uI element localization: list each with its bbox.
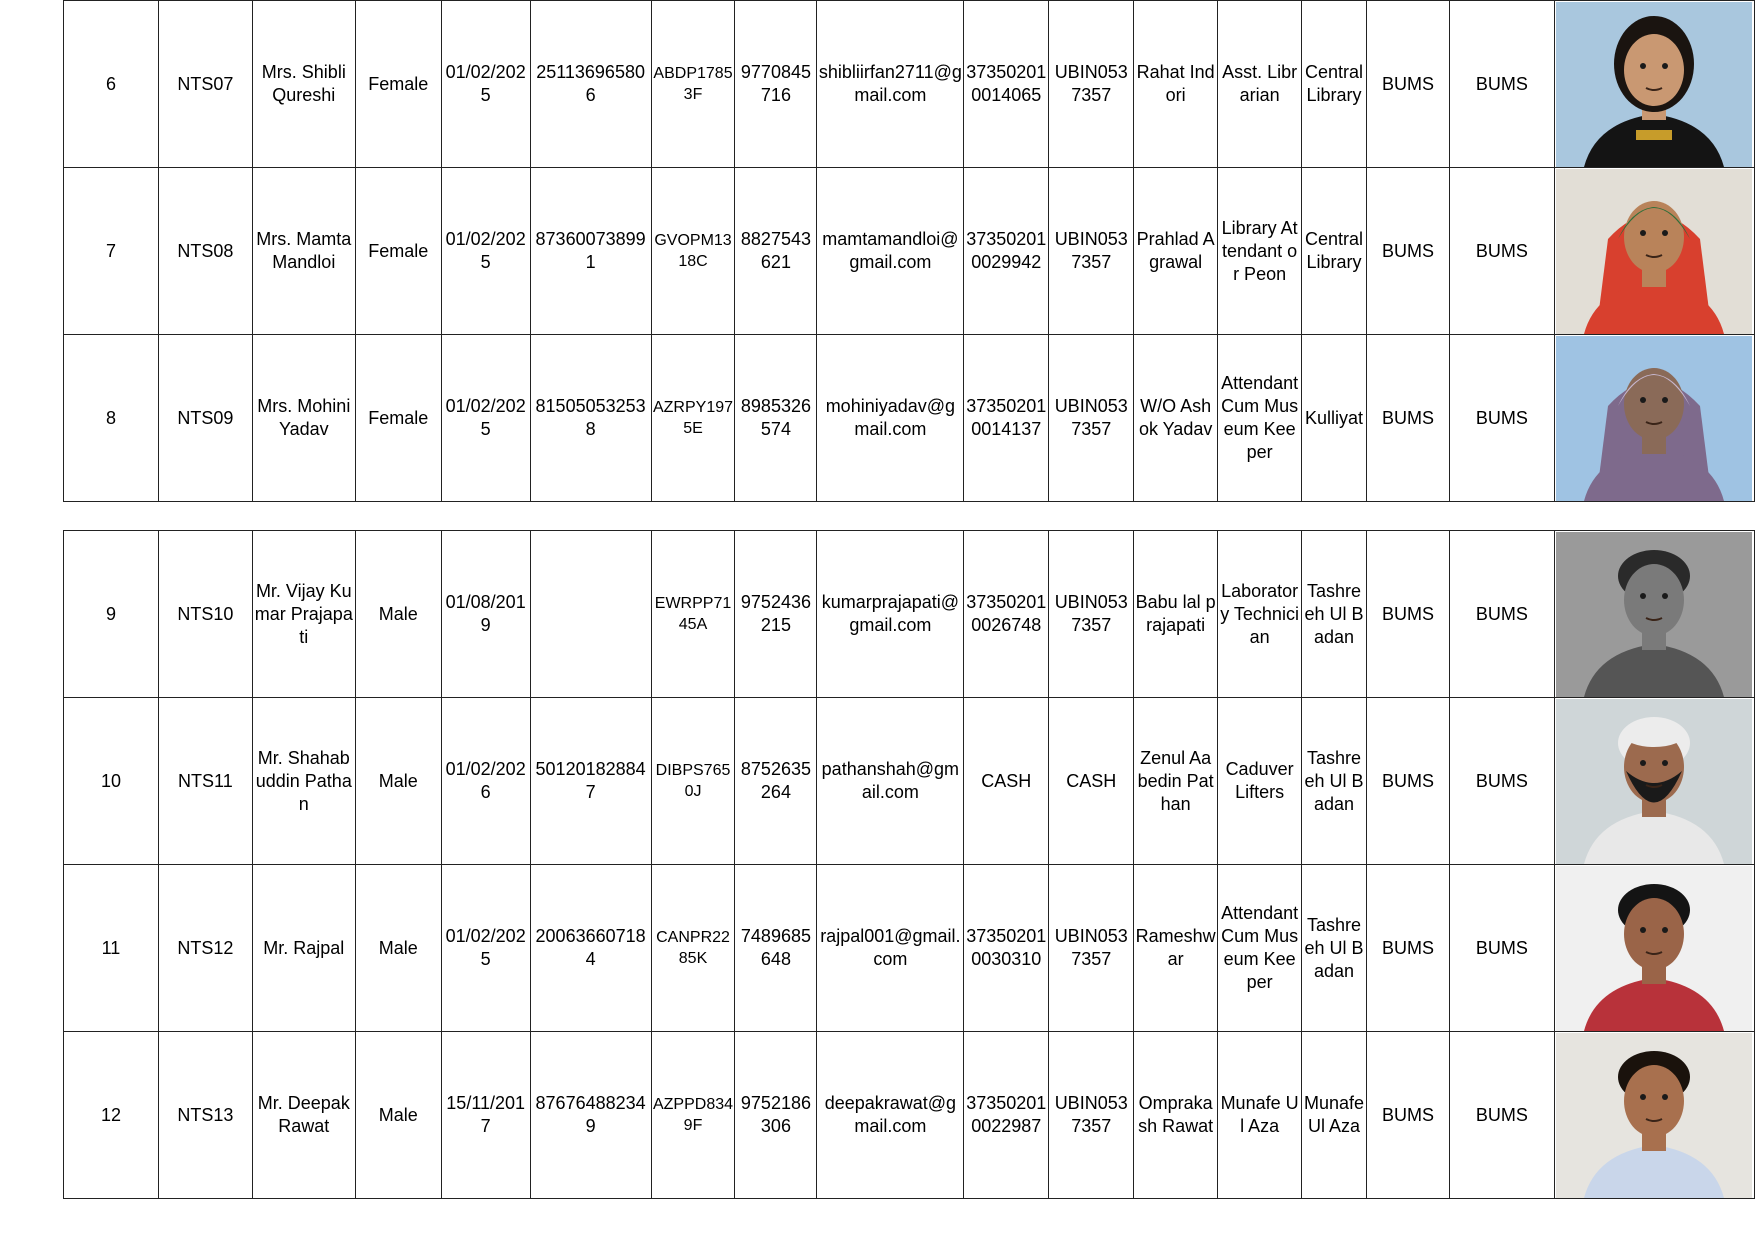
employee-photo (1556, 169, 1752, 334)
father-name: Prahlad Agrawal (1134, 168, 1218, 335)
ifsc-code: UBIN0537357 (1049, 168, 1134, 335)
bank-account: 373502010026748 (964, 531, 1049, 698)
employee-photo (1556, 699, 1752, 864)
course: BUMS (1449, 1, 1554, 168)
right-eye (1662, 760, 1668, 766)
employee-photo (1556, 336, 1752, 501)
bank-account: 373502010014137 (964, 335, 1049, 502)
father-name: Omprakash Rawat (1134, 1032, 1218, 1199)
designation: Attendant Cum Museum Keeper (1218, 335, 1302, 502)
employee-code: NTS11 (158, 698, 252, 865)
table-row (64, 698, 1755, 865)
ifsc-code: UBIN0537357 (1049, 1, 1134, 168)
pan-number: AZRPY1975E (651, 335, 735, 502)
father-name: Babu lal prajapati (1134, 531, 1218, 698)
ifsc-code: UBIN0537357 (1049, 1032, 1134, 1199)
right-eye (1662, 593, 1668, 599)
course: BUMS (1367, 168, 1450, 335)
mobile-number: 9770845716 (735, 1, 817, 168)
employee-code: NTS13 (158, 1032, 252, 1199)
pan-number: DIBPS7650J (651, 698, 735, 865)
left-eye (1640, 593, 1646, 599)
left-eye (1640, 63, 1646, 69)
course: BUMS (1449, 865, 1554, 1032)
date-of-joining: 01/08/2019 (441, 531, 530, 698)
department: Kulliyat (1302, 335, 1367, 502)
cap (1624, 723, 1684, 747)
employee-name: Mr. Shahabuddin Pathan (252, 698, 355, 865)
ifsc-code: UBIN0537357 (1049, 865, 1134, 1032)
face (1624, 564, 1684, 636)
table-row (64, 531, 1755, 698)
bank-account: 373502010014065 (964, 1, 1049, 168)
department: Tashreeh Ul Badan (1302, 698, 1367, 865)
table-row (64, 335, 1755, 502)
left-eye (1640, 1094, 1646, 1100)
left-eye (1640, 230, 1646, 236)
date-of-joining: 01/02/2025 (441, 335, 530, 502)
account-number: 873600738991 (530, 168, 651, 335)
portrait-graphic (1556, 866, 1752, 1031)
right-eye (1662, 63, 1668, 69)
gender: Male (355, 1032, 441, 1199)
table-row (64, 1032, 1755, 1199)
course: BUMS (1367, 1, 1450, 168)
photo-cell (1554, 168, 1754, 335)
account-number (530, 531, 651, 698)
right-eye (1662, 230, 1668, 236)
ifsc-code: UBIN0537357 (1049, 335, 1134, 502)
employee-name: Mr. Rajpal (252, 865, 355, 1032)
photo-cell (1554, 1032, 1754, 1199)
employee-photo (1556, 2, 1752, 167)
gender: Male (355, 698, 441, 865)
photo-cell (1554, 531, 1754, 698)
mobile-number: 7489685648 (735, 865, 817, 1032)
course: BUMS (1449, 698, 1554, 865)
employee-photo (1556, 1033, 1752, 1198)
father-name: Rameshwar (1134, 865, 1218, 1032)
serial-number: 7 (64, 168, 159, 335)
bank-account: 373502010022987 (964, 1032, 1049, 1199)
right-eye (1662, 1094, 1668, 1100)
table-row (64, 1, 1755, 168)
account-number: 815050532538 (530, 335, 651, 502)
department: Central Library (1302, 168, 1367, 335)
photo-cell (1554, 335, 1754, 502)
staff-table-1 (63, 0, 1755, 502)
portrait-graphic (1556, 336, 1752, 501)
account-number: 200636607184 (530, 865, 651, 1032)
gender: Female (355, 335, 441, 502)
account-number: 876764882349 (530, 1032, 651, 1199)
portrait-graphic (1556, 169, 1752, 334)
date-of-joining: 01/02/2025 (441, 865, 530, 1032)
department: Tashreeh Ul Badan (1302, 865, 1367, 1032)
employee-code: NTS12 (158, 865, 252, 1032)
face (1624, 201, 1684, 273)
mobile-number: 9752186306 (735, 1032, 817, 1199)
course: BUMS (1449, 168, 1554, 335)
pan-number: ABDP17853F (651, 1, 735, 168)
serial-number: 8 (64, 335, 159, 502)
father-name: W/O Ashok Yadav (1134, 335, 1218, 502)
face (1624, 1065, 1684, 1137)
employee-code: NTS07 (158, 1, 252, 168)
serial-number: 11 (64, 865, 159, 1032)
course: BUMS (1449, 335, 1554, 502)
right-eye (1662, 927, 1668, 933)
mobile-number: 8752635264 (735, 698, 817, 865)
course: BUMS (1367, 1032, 1450, 1199)
department: Munafe Ul Aza (1302, 1032, 1367, 1199)
photo-cell (1554, 865, 1754, 1032)
designation: Library Attendant or Peon (1218, 168, 1302, 335)
ifsc-code: CASH (1049, 698, 1134, 865)
date-of-joining: 01/02/2026 (441, 698, 530, 865)
email: deepakrawat@gmail.com (817, 1032, 964, 1199)
portrait-graphic (1556, 532, 1752, 697)
pan-number: CANPR2285K (651, 865, 735, 1032)
neckline (1636, 130, 1672, 140)
left-eye (1640, 397, 1646, 403)
left-eye (1640, 927, 1646, 933)
face (1624, 898, 1684, 970)
employee-name: Mrs. Mamta Mandloi (252, 168, 355, 335)
serial-number: 9 (64, 531, 159, 698)
designation: Asst. Librarian (1218, 1, 1302, 168)
photo-cell (1554, 698, 1754, 865)
date-of-joining: 01/02/2025 (441, 168, 530, 335)
department: Tashreeh Ul Badan (1302, 531, 1367, 698)
course: BUMS (1367, 698, 1450, 865)
email: mamtamandloi@gmail.com (817, 168, 964, 335)
gender: Female (355, 168, 441, 335)
table-row (64, 865, 1755, 1032)
portrait-graphic (1556, 699, 1752, 864)
account-number: 501201828847 (530, 698, 651, 865)
employee-name: Mr. Vijay Kumar Prajapati (252, 531, 355, 698)
employee-name: Mrs. Shibli Qureshi (252, 1, 355, 168)
course: BUMS (1367, 865, 1450, 1032)
gender: Male (355, 865, 441, 1032)
course: BUMS (1449, 1032, 1554, 1199)
face (1624, 368, 1684, 440)
serial-number: 10 (64, 698, 159, 865)
pan-number: EWRPP7145A (651, 531, 735, 698)
employee-photo (1556, 532, 1752, 697)
gender: Male (355, 531, 441, 698)
designation: Caduver Lifters (1218, 698, 1302, 865)
email: mohiniyadav@gmail.com (817, 335, 964, 502)
employee-code: NTS09 (158, 335, 252, 502)
serial-number: 6 (64, 1, 159, 168)
gender: Female (355, 1, 441, 168)
designation: Munafe Ul Aza (1218, 1032, 1302, 1199)
date-of-joining: 15/11/2017 (441, 1032, 530, 1199)
designation: Laboratory Technician (1218, 531, 1302, 698)
designation: Attendant Cum Museum Keeper (1218, 865, 1302, 1032)
pan-number: AZPPD8349F (651, 1032, 735, 1199)
employee-name: Mr. Deepak Rawat (252, 1032, 355, 1199)
mobile-number: 9752436215 (735, 531, 817, 698)
serial-number: 12 (64, 1032, 159, 1199)
bank-account: CASH (964, 698, 1049, 865)
bank-account: 373502010030310 (964, 865, 1049, 1032)
course: BUMS (1367, 335, 1450, 502)
father-name: Zenul Aabedin Pathan (1134, 698, 1218, 865)
left-eye (1640, 760, 1646, 766)
face (1624, 34, 1684, 106)
employee-photo (1556, 866, 1752, 1031)
email: shibliirfan2711@gmail.com (817, 1, 964, 168)
department: Central Library (1302, 1, 1367, 168)
father-name: Rahat Indori (1134, 1, 1218, 168)
employee-code: NTS10 (158, 531, 252, 698)
email: rajpal001@gmail.com (817, 865, 964, 1032)
course: BUMS (1449, 531, 1554, 698)
photo-cell (1554, 1, 1754, 168)
date-of-joining: 01/02/2025 (441, 1, 530, 168)
staff-table-2 (63, 530, 1755, 1199)
employee-name: Mrs. Mohini Yadav (252, 335, 355, 502)
email: kumarprajapati@gmail.com (817, 531, 964, 698)
course: BUMS (1367, 531, 1450, 698)
portrait-graphic (1556, 1033, 1752, 1198)
pan-number: GVOPM1318C (651, 168, 735, 335)
account-number: 251136965806 (530, 1, 651, 168)
right-eye (1662, 397, 1668, 403)
mobile-number: 8827543621 (735, 168, 817, 335)
ifsc-code: UBIN0537357 (1049, 531, 1134, 698)
employee-code: NTS08 (158, 168, 252, 335)
bank-account: 373502010029942 (964, 168, 1049, 335)
mobile-number: 8985326574 (735, 335, 817, 502)
email: pathanshah@gmail.com (817, 698, 964, 865)
table-row (64, 168, 1755, 335)
portrait-graphic (1556, 2, 1752, 167)
